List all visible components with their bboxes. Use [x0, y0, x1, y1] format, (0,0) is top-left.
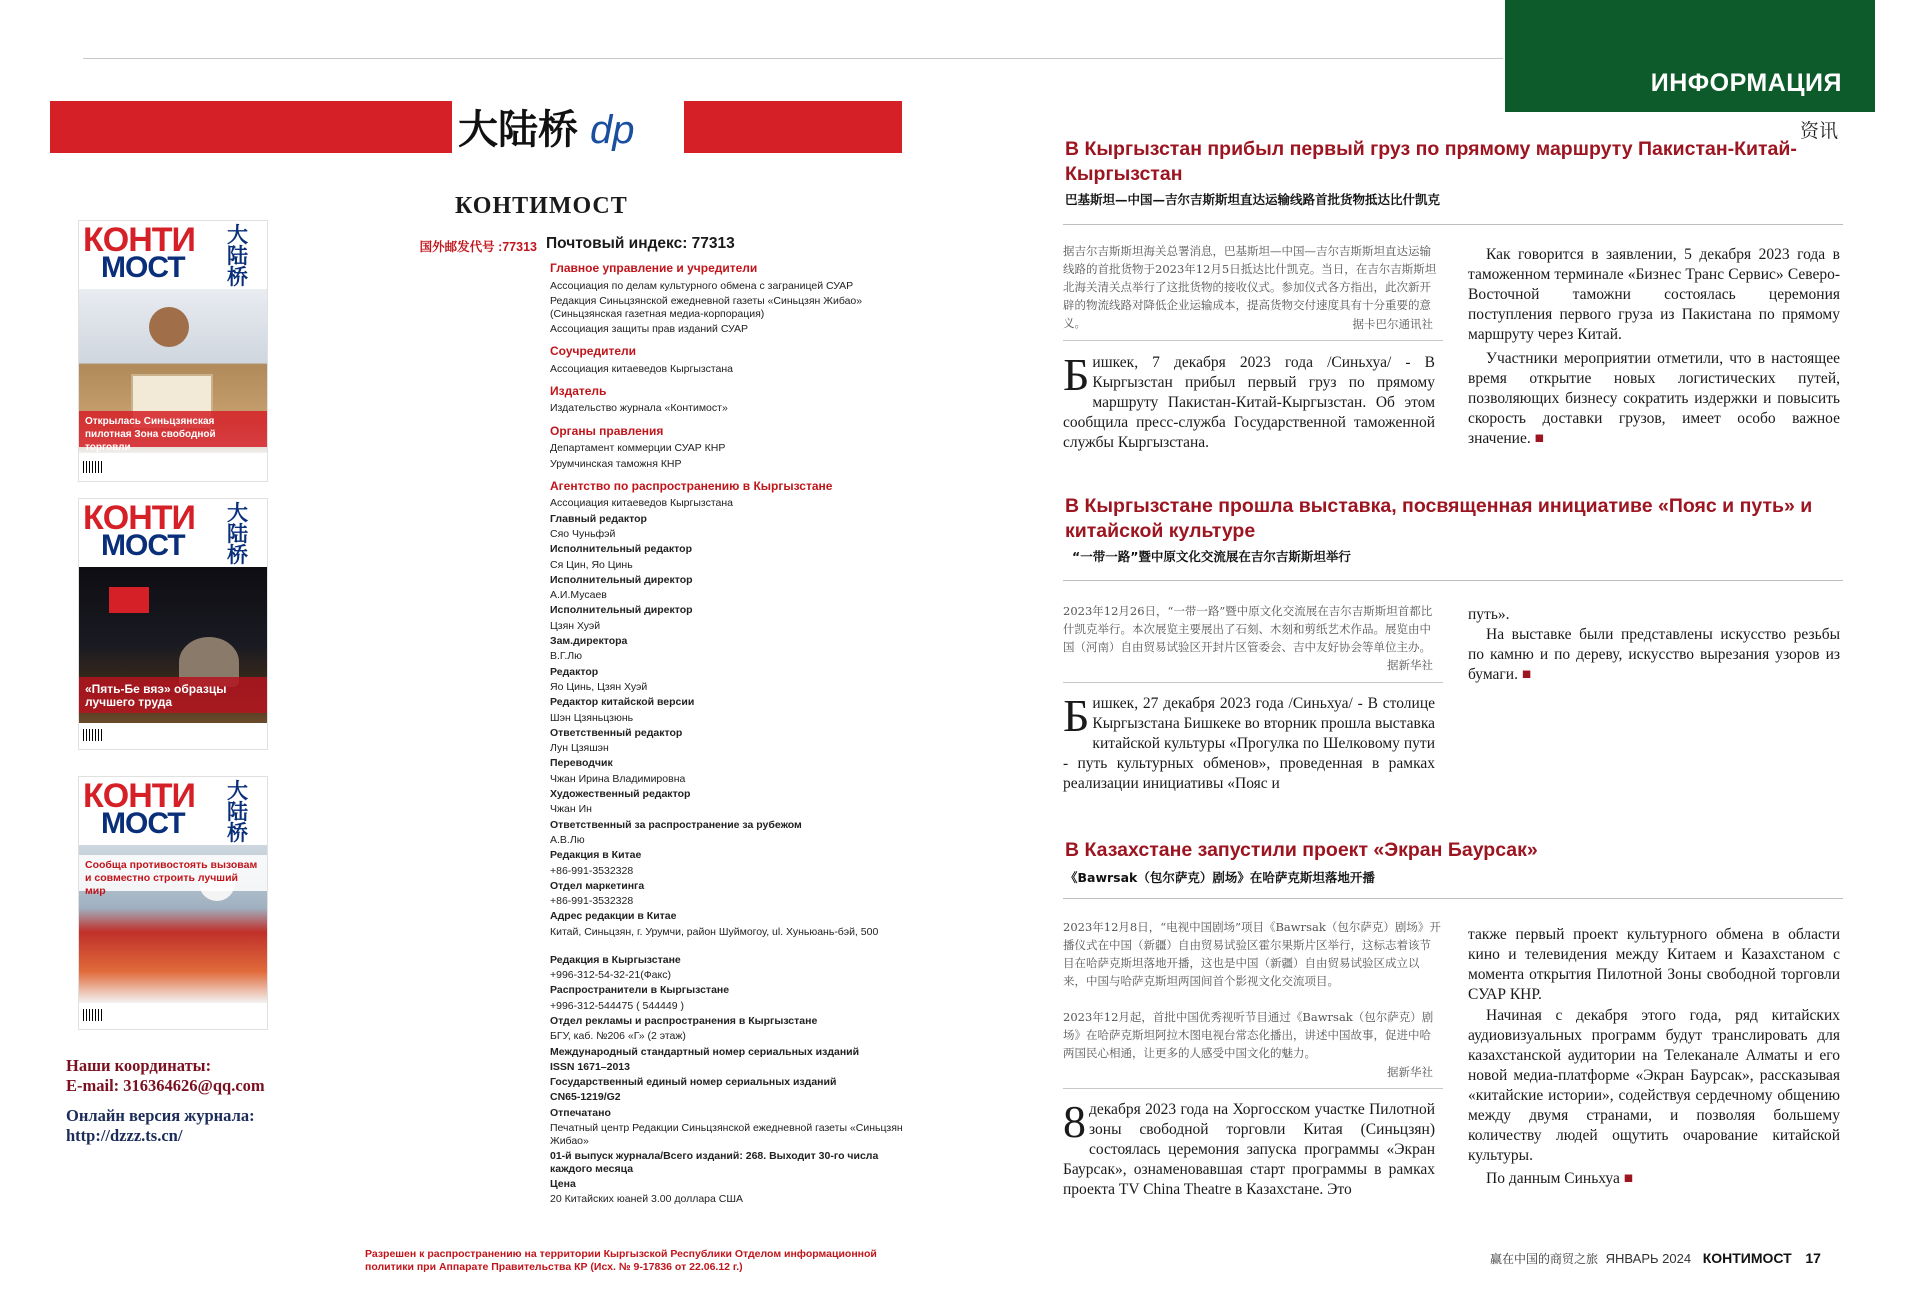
masthead-value-ru: Редактор: [550, 665, 599, 678]
cover-footer: [79, 723, 267, 749]
cover-name-ru-1: КОНТИ: [83, 777, 195, 815]
online-label: Онлайн версия журнала:: [66, 1106, 255, 1125]
dp-logo-icon: [586, 105, 678, 151]
masthead-value-ru: Художественный редактор: [550, 788, 691, 800]
section-title: ИНФОРМАЦИЯ: [1650, 69, 1842, 97]
article-title: В Казахстане запустили проект «Экран Баурсак»: [1065, 839, 1538, 861]
footer-zh: 赢在中国的商贸之旅: [1490, 1252, 1599, 1266]
masthead-value-ru: Ответственный за распространение за рубежом: [550, 818, 802, 831]
masthead-value-ru: Исполнительный директор: [550, 573, 693, 586]
masthead-value-ru: 01-й выпуск журнала/Всего изданий: 268. Выходит 30-го числа каждого месяца: [550, 1150, 879, 1175]
masthead-value-ru: Отдел рекламы и распространения в Кыргызстане: [550, 1014, 818, 1027]
cover-name-ru-2: МОСТ: [101, 251, 185, 284]
masthead-value-ru: Адрес редакции в Китае: [550, 910, 677, 923]
lead-text: ишкек, 7 декабря 2023 года /Синьхуа/ - В Кыргызстан прибыл первый груз по прямому маршруту Пакистан-Китай-Кыргызстан. Об этом сообщила пресс-служба Государственной таможенной службы Кыргызстана.: [1063, 354, 1435, 451]
masthead-value-ru: Редакция Синьцзянской ежедневной газеты «Синьцзян Жибао» (Синьцзянская газетная медиа-корпорация): [550, 294, 863, 320]
cover-headline-band: [79, 411, 267, 453]
email-link[interactable]: E-mail: 316364626@qq.com: [66, 1076, 265, 1095]
masthead-value-ru: Ся Цин, Яо Цинь: [550, 558, 633, 571]
section-title-zh: 资讯: [1800, 121, 1839, 142]
cover-name-ru-2: МОСТ: [101, 807, 185, 840]
barcode-icon: [83, 729, 103, 741]
top-rule: [83, 58, 1503, 59]
masthead-value-ru: Органы правления: [550, 423, 664, 438]
cover-name-zh: 大陆桥: [227, 223, 248, 289]
masthead-value-ru: Соучредители: [550, 344, 637, 359]
article-title-zh: 《Bawrsak（包尔萨克）剧场》在哈萨克斯坦落地开播: [1065, 870, 1375, 885]
zh-summary: 2023年12月8日，“电视中国剧场”项目《Bawrsak（包尔萨克）剧场》开播仪式在中国（新疆）自由贸易试验区霍尔果斯片区举行，这标志着该节目在哈萨克斯坦落地开播，这也是中国（新疆）自由贸易试验区成立以来，中国与哈萨克斯坦两国间首个影视文化交流项目。: [1063, 920, 1441, 988]
cover-footer: [79, 1003, 267, 1029]
site-link[interactable]: http://dzzz.ts.cn/: [66, 1126, 183, 1145]
masthead-value-ru: В.Г.Лю: [550, 650, 583, 663]
barcode-icon: [83, 461, 103, 473]
article-paragraph: На выставке были представлены искусство резьбы по камню и по дереву, искусство вырезания узоров из бумаги. ■: [1468, 625, 1840, 685]
article-paragraph: путь».: [1468, 606, 1510, 623]
masthead-value-ru: Главный редактор: [550, 512, 647, 525]
masthead-value-ru: Зам.директора: [550, 635, 628, 647]
masthead-value-ru: +86-991-3532328: [550, 864, 634, 877]
article-title: В Кыргызстан прибыл первый груз по прямому маршруту Пакистан-Китай-Кыргызстан: [1065, 138, 1797, 185]
masthead-value-ru: Международный стандартный номер сериальных изданий: [550, 1045, 860, 1058]
cover-headline: «Пять-Бе вяэ» образцы лучшего труда: [85, 682, 227, 709]
postal-code-ru: Почтовый индекс: 77313: [546, 235, 735, 252]
masthead-value-ru: Цзян Хуэй: [550, 619, 601, 632]
drop-cap: Б: [1063, 690, 1090, 741]
masthead-value-ru: Чжан Ин: [550, 803, 592, 816]
flag-icon: [109, 587, 149, 613]
masthead-value-ru: Исполнительный директор: [550, 604, 693, 617]
masthead-value-ru: Сяо Чуньфэй: [550, 527, 616, 540]
masthead-value-ru: Департамент коммерции СУАР КНР: [550, 442, 726, 455]
masthead-value-ru: +996-312-54-32-21(Факс): [550, 969, 671, 981]
cover-name-zh: 大陆桥: [227, 501, 248, 567]
page-number: 17: [1805, 1250, 1821, 1266]
cover-headline-band: [79, 855, 267, 897]
masthead-value-ru: Китай, Синьцзян, г. Урумчи, район Шуймогоу, ul. Хуньюань-бэй, 500: [550, 925, 879, 938]
article-paragraph: Как говорится в заявлении, 5 декабря 2023 года в таможенном терминале «Бизнес Транс Сервис» Северо-Восточной таможни состоялась церемония поступления первого груза из Пакистана по прямому маршруту через Китай.: [1468, 246, 1840, 343]
masthead-value-ru: Редакция в Кыргызстане: [550, 953, 681, 966]
lead-text: ишкек, 27 декабря 2023 года /Синьхуа/ - В столице Кыргызстана Бишкеке во вторник прошла выставка китайской культуры «Прогулка по Шелковому пути - путь культурных обменов», проведенная в рамках реализации инициативы «Пояс и: [1063, 695, 1435, 792]
cover-name-zh: 大陆桥: [227, 779, 248, 845]
masthead-value-ru: Ассоциация китаеведов Кыргызстана: [550, 497, 734, 510]
section-tab: [1505, 0, 1875, 112]
masthead-value-ru: Исполнительный редактор: [550, 543, 692, 556]
masthead-value-ru: Редактор китайской версии: [550, 696, 695, 709]
masthead-value-ru: Ассоциация по делам культурного обмена с заграницей СУАР: [550, 279, 854, 292]
cover-name-ru-2: МОСТ: [101, 529, 185, 562]
postal-code-zh: 国外邮发代号 :77313: [419, 240, 537, 254]
barcode-icon: [83, 1009, 103, 1021]
masthead-value-ru: Ассоциация защиты прав изданий СУАР: [550, 322, 749, 335]
person-head-icon: [149, 307, 189, 347]
coords-label: Наши координаты:: [66, 1056, 212, 1075]
zh-rule: [1063, 340, 1443, 341]
masthead-value-ru: БГУ, каб. №206 «Г» (2 этаж): [550, 1030, 686, 1043]
cover-headline: Сообща противостоять вызовам и совместно строить лучший мир: [85, 859, 258, 897]
masthead-value-ru: Чжан Ирина Владимировна: [550, 772, 686, 785]
lead-text: декабря 2023 года на Хоргосском участке Пилотной зоны свободной торговли Китая (Синьцзян) состоялась церемония запуска программы «Экран Баурсак», ознаменовавшая старт программы в рамках проекта TV China Theatre в Казахстане. Это: [1063, 1101, 1435, 1198]
article-paragraph: Начиная с декабря этого года, ряд китайских аудиовизуальных программ будут транслировать для казахстанской аудитории на Телеканале Алматы и его новой медиа-платформе «Экран Баурсак», рассказывая «китайские истории», содействуя сердечному общению между двумя странами, и позволяя большему количеству людей ощутить очарование китайской культуры.: [1468, 1007, 1840, 1164]
masthead-value-ru: Издательство журнала «Контимост»: [550, 402, 728, 415]
zh-rule: [1063, 682, 1443, 683]
article-title: В Кыргызстане прошла выставка, посвященная инициативе «Пояс и путь» и китайской культуре: [1065, 495, 1813, 542]
masthead-value-ru: Ответственный редактор: [550, 726, 683, 739]
zh-rule: [1063, 1088, 1443, 1089]
cover-thumbnail[interactable]: [78, 498, 268, 750]
masthead-value-ru: Цена: [550, 1178, 576, 1190]
article-lead: [1063, 1096, 1435, 1200]
masthead-value-ru: Лун Цзяшэн: [550, 742, 609, 755]
masthead-value-ru: +996-312-544475 ( 544449 ): [550, 999, 684, 1012]
masthead-value-ru: Распространители в Кыргызстане: [550, 984, 730, 997]
brand-name-zh: 大陆桥: [458, 107, 578, 153]
masthead-value-ru: Яо Цинь, Цзян Хуэй: [550, 680, 648, 693]
cover-name-ru-1: КОНТИ: [83, 499, 195, 537]
page-footer: [1490, 1250, 1821, 1267]
footer-month: ЯНВАРЬ 2024: [1605, 1251, 1692, 1266]
article-title-zh: 巴基斯坦—中国—吉尔吉斯斯坦直达运输线路首批货物抵达比什凯克: [1065, 192, 1441, 207]
masthead-value-ru: Агентство по распространению в Кыргызстане: [550, 478, 833, 493]
masthead-value-ru: Редакция в Китае: [550, 849, 642, 862]
article-divider: [1063, 224, 1843, 225]
article-paragraph: также первый проект культурного обмена в области кино и телевидения между Китаем и Казахстаном с момента открытия Пилотной Зоны свободной торговли СУАР КНР.: [1468, 926, 1840, 1003]
cover-thumbnail[interactable]: [78, 776, 268, 1030]
distribution-permit: Разрешен к распространению на территории Кыргызской Республики Отделом информационной политики при Аппарате Правительства КР (Исх. № 9-17836 от 22.06.12 г.): [365, 1248, 877, 1273]
masthead-value-ru: Отпечатано: [550, 1106, 611, 1119]
masthead-value-ru: А.И.Мусаев: [550, 589, 607, 602]
zh-summary: 2023年12月26日，“一带一路”暨中原文化交流展在吉尔吉斯斯坦首都比什凯克举行。本次展览主要展出了石刻、木刻和剪纸艺术作品。展览由中国（河南）自由贸易试验区开封片区管委会、吉中友好协会等单位主办。: [1063, 604, 1433, 654]
cover-headline: Открылась Синьцзянская пилотная Зона свободной торговли: [85, 416, 216, 453]
zh-summary: 据吉尔吉斯斯坦海关总署消息，巴基斯坦—中国—吉尔吉斯斯坦直达运输线路的首批货物于2023年12月5日抵达比什凯克。当日，在吉尔吉斯斯坦北海关清关点举行了这批货物的接收仪式。参加仪式各方指出，此次新开辟的物流线路对降低企业运输成本，提高货物交付速度具有十分重要的意义。: [1063, 244, 1437, 330]
zh-source: 据新华社: [1387, 658, 1433, 672]
masthead-value-ru: Отдел маркетинга: [550, 879, 645, 892]
cover-footer: [79, 455, 267, 481]
article-title-zh: “一带一路”暨中原文化交流展在吉尔吉斯斯坦举行: [1072, 549, 1351, 564]
article-lead: [1063, 349, 1435, 453]
zh-summary: 2023年12月起，首批中国优秀视听节目通过《Bawrsak（包尔萨克）剧场》在哈萨克斯坦阿拉木图电视台常态化播出，讲述中国故事，促进中哈两国民心相通，让更多的人感受中国文化的魅力。: [1063, 1010, 1434, 1060]
masthead-value-ru: ISSN 1671–2013: [550, 1060, 630, 1073]
article-paragraph: Участники мероприятии отметили, что в настоящее время открытие новых логистических путей, позволяющих бизнесу сократить издержки и повысить скорость доставки грузов, имеет особо важное значение. ■: [1468, 349, 1840, 449]
article-paragraph: По данным Синьхуа ■: [1468, 1169, 1840, 1189]
article-lead: [1063, 690, 1435, 794]
cover-headline-band: [79, 677, 267, 713]
article-divider: [1063, 898, 1843, 899]
zh-source: 据新华社: [1387, 1065, 1433, 1079]
zh-source: 据卡巴尔通讯社: [1352, 317, 1433, 331]
masthead-value-ru: 20 Китайских юаней 3.00 доллара США: [550, 1193, 743, 1206]
masthead-value-ru: Издатель: [550, 383, 607, 398]
cover-name-ru-1: КОНТИ: [83, 221, 195, 259]
article-divider: [1063, 580, 1843, 581]
masthead-value-ru: Ассоциация китаеведов Кыргызстана: [550, 362, 734, 375]
drop-cap: 8: [1063, 1096, 1086, 1147]
masthead-value-ru: Переводчик: [550, 757, 613, 770]
masthead-value-ru: Главное управление и учредители: [550, 261, 758, 275]
masthead-value-ru: А.В.Лю: [550, 833, 585, 846]
masthead-value-ru: Печатный центр Редакции Синьцзянской ежедневной газеты «Синьцзян Жибао»: [550, 1122, 903, 1147]
masthead-value-ru: CN65-1219/G2: [550, 1091, 621, 1104]
masthead-value-ru: Государственный единый номер сериальных изданий: [550, 1076, 837, 1089]
drop-cap: Б: [1063, 349, 1090, 400]
masthead-value-ru: Шэн Цзяньцзюнь: [550, 711, 634, 724]
dp-logo-text: dp: [590, 108, 635, 151]
cover-thumbnail[interactable]: [78, 220, 268, 482]
masthead-value-ru: Урумчинская таможня КНР: [550, 457, 682, 470]
footer-mag: КОНТИМОСТ: [1702, 1250, 1792, 1266]
masthead-value-ru: +86-991-3532328: [550, 895, 634, 908]
masthead-title: КОНТИМОСТ: [455, 193, 628, 219]
